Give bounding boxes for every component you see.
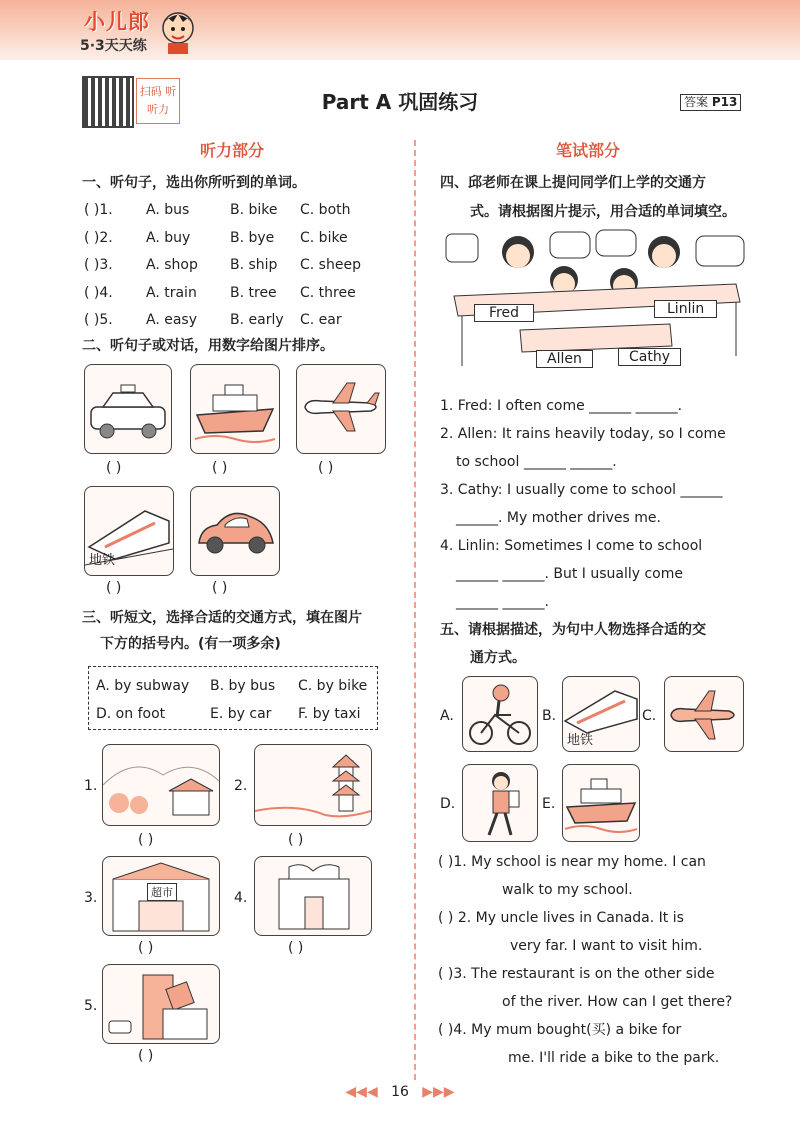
name-tag-cathy: Cathy bbox=[618, 348, 681, 366]
q1-item-5-a: A. easy bbox=[146, 312, 198, 328]
q2-title: 二、听句子或对话，用数字给图片排序。 bbox=[82, 338, 334, 354]
q4-line-6: 4. Linlin: Sometimes I come to school bbox=[440, 538, 703, 554]
q3-answer-3[interactable]: ( ) bbox=[138, 940, 154, 956]
q1-item-3-a: A. shop bbox=[146, 257, 198, 273]
q3-pic-pagoda-scene bbox=[254, 744, 372, 826]
q3-answer-1[interactable]: ( ) bbox=[138, 832, 154, 848]
writing-section-title: 笔试部分 bbox=[556, 141, 621, 160]
buildings-icon bbox=[103, 965, 219, 1043]
ship-icon bbox=[563, 765, 639, 841]
name-tag-allen: Allen bbox=[536, 350, 593, 368]
q2-pic-ship bbox=[190, 364, 280, 454]
q5-item-1-line2: walk to my school. bbox=[502, 882, 633, 898]
q1-item-5-num[interactable]: ( )5. bbox=[84, 312, 113, 328]
supermarket-sign: 超市 bbox=[147, 883, 177, 901]
q3-pic-1-num: 1. bbox=[84, 778, 98, 794]
q1-item-2-b: B. bye bbox=[230, 230, 275, 246]
prev-arrows-icon: ◀◀◀ bbox=[345, 1084, 378, 1100]
answer-page: P13 bbox=[711, 95, 738, 109]
q5-item-4-line2: me. I'll ride a bike to the park. bbox=[508, 1050, 720, 1066]
q5-title-line1: 五、请根据描述，为句中人物选择合适的交 bbox=[440, 622, 706, 638]
q5-letter-a: A. bbox=[440, 708, 454, 724]
q3-option-c: C. by bike bbox=[298, 678, 368, 694]
q5-title-line2: 通方式。 bbox=[470, 650, 526, 666]
q4-line-8: ______ ______. bbox=[456, 594, 549, 610]
taxi-icon bbox=[85, 365, 171, 453]
q1-item-1-c: C. both bbox=[300, 202, 351, 218]
q4-line-1: 1. Fred: I often come ______ ______. bbox=[440, 398, 683, 414]
q3-answer-4[interactable]: ( ) bbox=[288, 940, 304, 956]
walking-girl-icon bbox=[463, 765, 537, 841]
q5-pic-plane bbox=[664, 676, 744, 752]
column-divider bbox=[414, 140, 416, 1080]
bike-rider-icon bbox=[463, 677, 537, 751]
q2-answer-5[interactable]: ( ) bbox=[212, 580, 228, 596]
q1-item-1-a: A. bus bbox=[146, 202, 190, 218]
q1-item-5-b: B. early bbox=[230, 312, 284, 328]
q2-pic-subway bbox=[84, 486, 174, 576]
q5-item-2-line2: very far. I want to visit him. bbox=[510, 938, 703, 954]
q3-pic-buildings bbox=[102, 964, 220, 1044]
page-number: 16 bbox=[391, 1084, 409, 1100]
answer-reference bbox=[680, 94, 741, 111]
q1-item-1-b: B. bike bbox=[230, 202, 278, 218]
q5-pic-ship bbox=[562, 764, 640, 842]
plane-icon bbox=[665, 677, 743, 751]
q1-title: 一、听句子，选出你所听到的单词。 bbox=[82, 175, 306, 191]
q2-pic-taxi bbox=[84, 364, 172, 454]
q2-answer-3[interactable]: ( ) bbox=[318, 460, 334, 476]
q3-answer-5[interactable]: ( ) bbox=[138, 1048, 154, 1064]
answer-label: 答案 bbox=[684, 95, 709, 109]
q3-option-b: B. by bus bbox=[210, 678, 276, 694]
q1-item-5-c: C. ear bbox=[300, 312, 342, 328]
brand-logo: 小儿郎 bbox=[84, 10, 150, 34]
mascot-icon bbox=[158, 8, 198, 54]
q5-pic-subway bbox=[562, 676, 640, 752]
q5-subway-label: 地铁 bbox=[567, 733, 594, 748]
q5-pic-walking-girl bbox=[462, 764, 538, 842]
q3-pic-4-num: 4. bbox=[234, 890, 248, 906]
q3-pic-supermarket bbox=[102, 856, 220, 936]
q1-item-1-num[interactable]: ( )1. bbox=[84, 202, 113, 218]
q1-item-3-c: C. sheep bbox=[300, 257, 361, 273]
q2-answer-4[interactable]: ( ) bbox=[106, 580, 122, 596]
name-tag-fred: Fred bbox=[474, 304, 534, 322]
q3-pic-5-num: 5. bbox=[84, 998, 98, 1014]
listening-section-title: 听力部分 bbox=[200, 141, 265, 160]
q5-item-3-line1: ( )3. The restaurant is on the other side bbox=[438, 966, 715, 982]
q2-answer-1[interactable]: ( ) bbox=[106, 460, 122, 476]
q4-title-line1: 四、邱老师在课上提问同学们上学的交通方 bbox=[440, 175, 706, 191]
q5-pic-bike-rider bbox=[462, 676, 538, 752]
q3-title-line1: 三、听短文，选择合适的交通方式，填在图片 bbox=[82, 610, 362, 626]
bookstore-icon bbox=[255, 857, 371, 935]
q3-option-e: E. by car bbox=[210, 706, 272, 722]
name-tag-linlin: Linlin bbox=[654, 300, 717, 318]
page-title: Part A 巩固练习 bbox=[321, 90, 479, 114]
town-icon bbox=[103, 745, 219, 825]
brand-subtitle: 5·3天天练 bbox=[80, 38, 147, 54]
q5-letter-b: B. bbox=[542, 708, 557, 724]
q5-letter-c: C. bbox=[642, 708, 657, 724]
q5-letter-e: E. bbox=[542, 796, 556, 812]
q1-item-3-num[interactable]: ( )3. bbox=[84, 257, 113, 273]
q3-answer-2[interactable]: ( ) bbox=[288, 832, 304, 848]
subway-label: 地铁 bbox=[89, 553, 116, 568]
q1-item-2-num[interactable]: ( )2. bbox=[84, 230, 113, 246]
q5-item-3-line2: of the river. How can I get there? bbox=[502, 994, 733, 1010]
car-icon bbox=[191, 487, 279, 575]
q3-option-d: D. on foot bbox=[96, 706, 166, 722]
q5-letter-d: D. bbox=[440, 796, 456, 812]
plane-icon bbox=[297, 365, 385, 453]
q4-line-7: ______ ______. But I usually come bbox=[456, 566, 683, 582]
classroom-illustration bbox=[440, 226, 750, 386]
q4-line-3: to school ______ ______. bbox=[456, 454, 617, 470]
q5-item-4-line1: ( )4. My mum bought(买) a bike for bbox=[438, 1022, 682, 1038]
q1-item-4-num[interactable]: ( )4. bbox=[84, 285, 113, 301]
q3-title-line2: 下方的括号内。(有一项多余) bbox=[100, 636, 281, 652]
q1-item-2-a: A. buy bbox=[146, 230, 191, 246]
q2-answer-2[interactable]: ( ) bbox=[212, 460, 228, 476]
q1-item-2-c: C. bike bbox=[300, 230, 348, 246]
q1-item-4-c: C. three bbox=[300, 285, 356, 301]
ship-icon bbox=[191, 365, 279, 453]
next-arrows-icon: ▶▶▶ bbox=[422, 1084, 455, 1100]
page-footer bbox=[0, 1084, 800, 1100]
q3-pic-2-num: 2. bbox=[234, 778, 248, 794]
scan-listen-label: 扫码 听听力 bbox=[136, 78, 180, 124]
q2-pic-plane bbox=[296, 364, 386, 454]
q2-pic-car bbox=[190, 486, 280, 576]
pagoda-icon bbox=[255, 745, 371, 825]
q4-line-4: 3. Cathy: I usually come to school ______ bbox=[440, 482, 723, 498]
q4-line-5: ______. My mother drives me. bbox=[456, 510, 661, 526]
q3-pic-bookstore bbox=[254, 856, 372, 936]
q5-item-2-line1: ( ) 2. My uncle lives in Canada. It is bbox=[438, 910, 684, 926]
q1-item-4-a: A. train bbox=[146, 285, 197, 301]
q3-option-f: F. by taxi bbox=[298, 706, 361, 722]
q4-title-line2: 式。请根据图片提示，用合适的单词填空。 bbox=[470, 204, 736, 220]
q1-item-4-b: B. tree bbox=[230, 285, 277, 301]
q4-line-2: 2. Allen: It rains heavily today, so I come bbox=[440, 426, 726, 442]
q5-item-1-line1: ( )1. My school is near my home. I can bbox=[438, 854, 706, 870]
q3-pic-3-num: 3. bbox=[84, 890, 98, 906]
q3-option-a: A. by subway bbox=[96, 678, 190, 694]
q1-item-3-b: B. ship bbox=[230, 257, 278, 273]
q3-pic-town-scene bbox=[102, 744, 220, 826]
